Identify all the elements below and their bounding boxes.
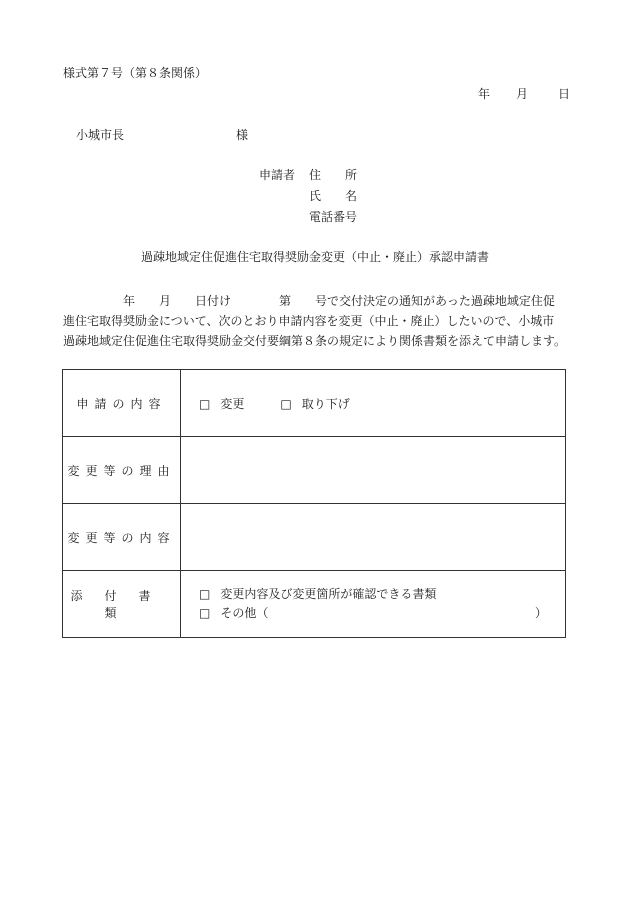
checkbox-attachment-change-docs[interactable]: □ [199,587,211,601]
address-label: 住 所 [309,168,358,182]
body-text [63,291,578,351]
table-row [63,437,566,504]
attachment-item [199,604,565,623]
attachment-label: その他（ [220,606,269,620]
table-row [63,370,566,437]
row-label-change-content: 変更等の内容 [63,504,181,571]
table-row [63,504,566,571]
change-content-cell[interactable] [181,504,566,571]
body-line: 過疎地域定住促進住宅取得奨励金交付要綱第８条の規定により関係書類を添えて申請します。 [63,334,567,348]
date-month: 月 [516,87,529,101]
option-withdraw-label: 取り下げ [301,396,350,411]
checkbox-change[interactable]: □ [199,396,211,411]
checkbox-withdraw[interactable]: □ [280,396,292,411]
date-line [478,87,570,101]
checkbox-attachment-other[interactable]: □ [199,606,211,620]
change-reason-cell[interactable] [181,437,566,504]
form-number: 様式第７号（第８条関係） [63,66,208,80]
honorific: 様 [236,128,249,142]
row-label-application-content: 申請の内容 [63,370,181,437]
body-line: 進住宅取得奨励金について、次のとおり申請内容を変更（中止・廃止）したいので、小城市 [63,314,555,328]
attachment-item [199,585,565,604]
row-label-attachments: 添付書類 [63,571,181,638]
attachment-label: 変更内容及び変更箇所が確認できる書類 [220,587,437,601]
paren-close: ） [534,606,547,620]
table-row [63,571,566,638]
body-line: 年 月 日付け 第 号で交付決定の通知があった過疎地域定住促 [63,294,555,308]
document-title: 過疎地域定住促進住宅取得奨励金変更（中止・廃止）承認申請書 [140,250,489,264]
attachments-cell [181,571,566,638]
application-content-cell [181,370,566,437]
addressee: 小城市長 [76,128,125,142]
option-change-label: 変更 [220,396,245,411]
date-year: 年 [478,87,491,101]
date-day: 日 [558,87,571,101]
applicant-label: 申請者 [259,168,296,182]
application-table [62,369,566,638]
name-label: 氏 名 [309,189,358,203]
row-label-change-reason: 変更等の理由 [63,437,181,504]
phone-label: 電話番号 [309,210,358,224]
